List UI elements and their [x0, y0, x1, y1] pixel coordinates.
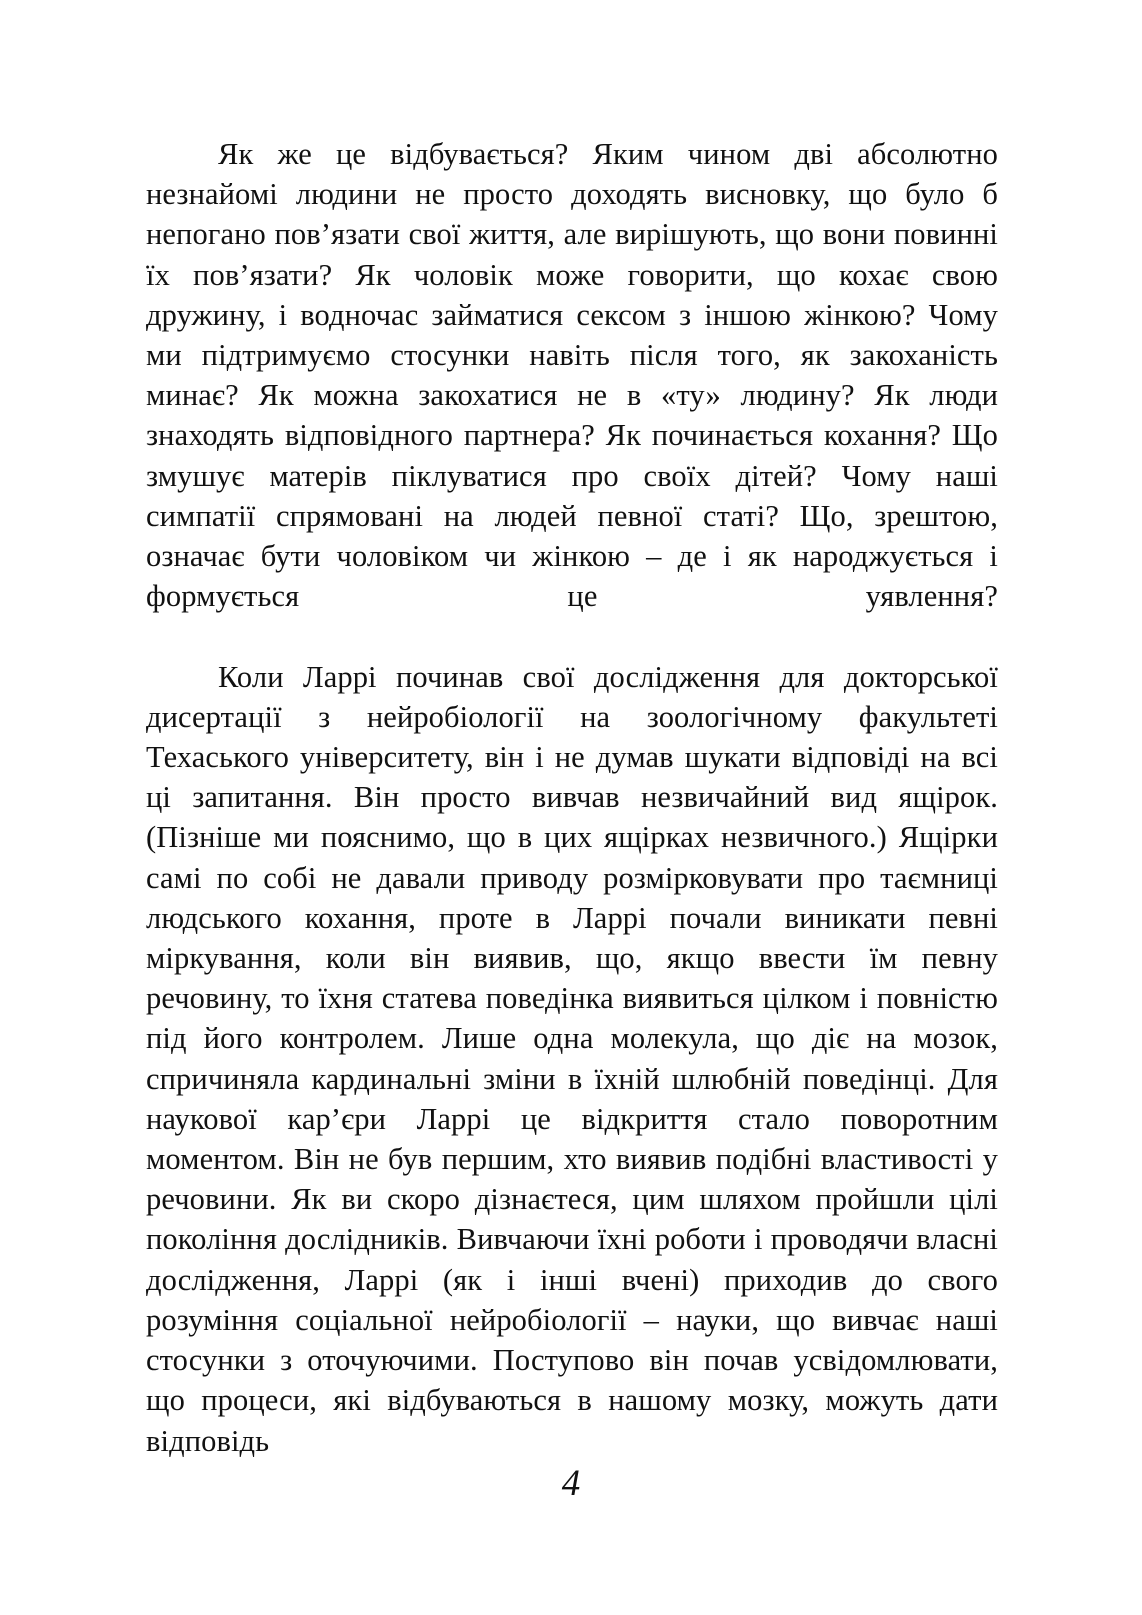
paragraph-1: Як же це відбувається? Яким чином дві абсолютно незнайомі людини не просто доходять висновку, що було б непогано пов’язати свої життя, але вирішують, що вони повинні їх пов’язати? Як чоловік може говорити, що кохає свою дружину, і водночас займатися сексом з іншою жінкою? Чому ми підтримуємо стосунки навіть після того, як закоханість минає? Як можна закохатися не в «ту» людину? Як люди знаходять відповідного партнера? Як починається кохання? Що змушує матерів піклуватися про своїх дітей? Чому наші симпатії спрямовані на людей певної статі? Що, зрештою, означає бути чоловіком чи жінкою – де і як народжується і формується це уявлення?	[146, 137, 998, 614]
page-number: 4	[561, 1463, 581, 1504]
page-text-block	[146, 134, 998, 1501]
paragraph-2: Коли Ларрі починав свої дослідження для докторської дисертації з нейробіології на зоологічному факультеті Техаського університету, він і не думав шукати відповіді на всі ці запитання. Він просто вивчав незвичайний вид ящірок. (Пізніше ми пояснимо, що в цих ящірках незвичного.) Ящірки самі по собі не давали приводу розмірковувати про таємниці людського кохання, проте в Ларрі почали виникати певні міркування, коли він виявив, що, якщо ввести їм певну речовину, то їхня статева поведінка виявиться цілком і повністю під його контролем. Лише одна молекула, що діє на мозок, спричиняла кардинальні зміни в їхній шлюбній поведінці. Для наукової кар’єри Ларрі це відкриття стало поворотним моментом. Він не був першим, хто виявив подібні властивості у речовини. Як ви скоро дізнаєтеся, цим шляхом пройшли цілі покоління дослідників. Вивчаючи їхні роботи і проводячи власні дослідження, Ларрі (як і інші вчені) приходив до свого розуміння соціальної нейробіології – науки, що вивчає наші стосунки з оточуючими. Поступово він почав усвідомлювати, що процеси, які відбуваються в нашому мозку, можуть дати відповідь	[146, 659, 998, 1458]
